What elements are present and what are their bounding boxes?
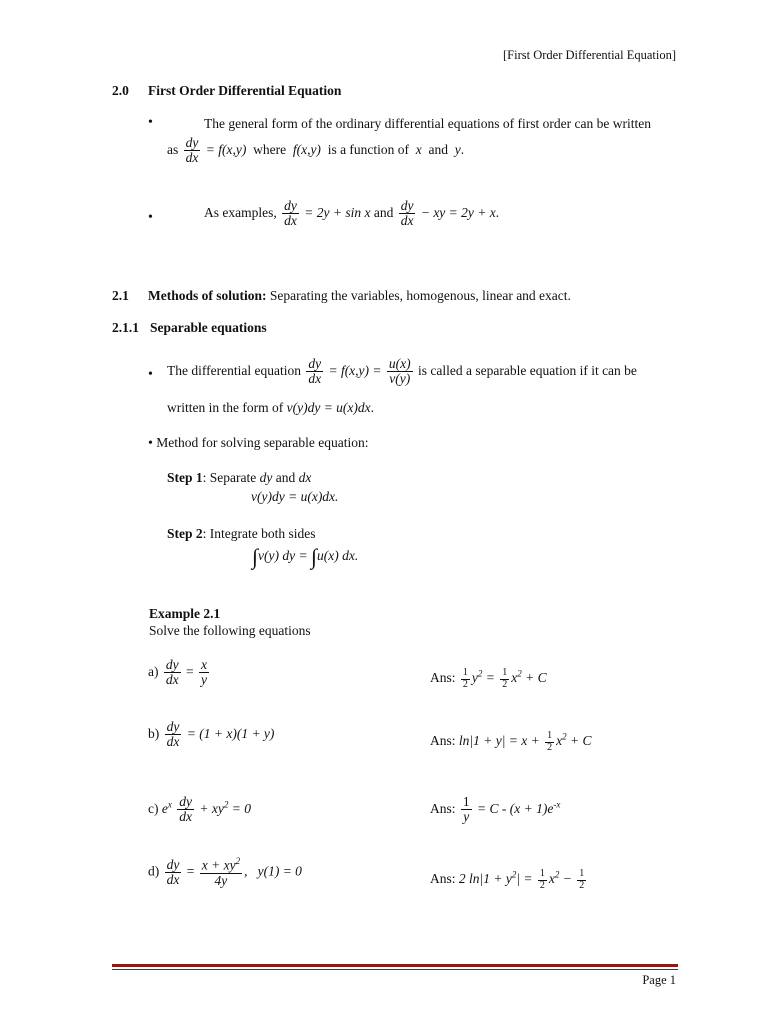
formula-line: As examples, $\frac{dy}{dx}$ = 2y + sin x and $\frac{dy}{dx}$ − xy = 2y + x. (204, 198, 500, 229)
examples-lead: As examples, (204, 204, 277, 220)
and-word: and (275, 470, 296, 485)
line2-text: written in the form of (167, 400, 284, 415)
math-expression: ∫v(y) dy = ∫u(x) dx. (252, 544, 359, 569)
step-label: Step 1 (167, 470, 203, 485)
math-expression: = 2y + sin x (304, 204, 371, 220)
item-label: c) (148, 800, 159, 816)
math-expression: v(y)dy = u(x)dx. (251, 489, 339, 504)
ans-label: Ans: (430, 871, 456, 887)
step-label: Step 2 (167, 526, 203, 541)
section-number: 2.1 (112, 288, 129, 303)
math-var: dy (259, 470, 273, 485)
section-text: Separating the variables, homogenous, linear and exact. (269, 288, 571, 303)
ans-label: Ans: (430, 733, 456, 749)
fraction-ux-vy: $\frac{u(x)}{v(y)}$ (388, 356, 411, 387)
step-line (167, 470, 311, 486)
math-expression: = f(x,y) = (328, 362, 382, 378)
method-text: Method for solving separable equation: (156, 435, 369, 450)
section-number: 2.0 (112, 83, 129, 98)
paragraph-text: The general form of the ordinary differential equations of first order can be written (204, 116, 651, 131)
math-var: x (415, 141, 422, 157)
and-word: and (428, 141, 449, 157)
where-word: where (253, 141, 287, 157)
math-expression: − xy = 2y + x (420, 204, 496, 220)
fraction-dy-dx: $\frac{dy}{dx}$ (308, 356, 322, 387)
subsection-title: Separable equations (150, 320, 267, 335)
section-title: First Order Differential Equation (148, 83, 342, 98)
formula-line (167, 357, 637, 386)
step-line (167, 526, 316, 542)
math-var: y (454, 141, 461, 157)
tail-text: is called a separable equation if it can be (418, 362, 637, 378)
ans-label: Ans: (430, 800, 456, 816)
fraction-dy-dx: $\frac{dy}{dx}$ (284, 198, 297, 229)
section-label: Methods of solution: (148, 288, 267, 303)
step-text: : Integrate both sides (202, 526, 316, 541)
example-subtitle: Solve the following equations (149, 623, 311, 638)
item-label: d) (148, 863, 160, 879)
formula-line: written in the form of v(y)dy = u(x)dx. (167, 400, 375, 415)
footer-rule-thin (112, 969, 678, 970)
bullet: • (148, 115, 153, 130)
answer-d: Ans: 2 $\ln|1 + y^2|$ = $\frac{1}{2}$ $x^2$ − $\frac{1}{2}$ (430, 868, 585, 891)
fraction-dy-dx: $\frac{dy}{dx}$ (185, 135, 199, 166)
math-expression: = f(x,y) (205, 141, 247, 157)
equation-d: d) $\frac{dy}{dx}$ = $\frac{x + xy^2}{4y}$ , y(1) = 0 (148, 856, 302, 888)
step-text: : Separate (202, 470, 257, 485)
lead-text: The differential equation (167, 362, 301, 378)
running-header: [First Order Differential Equation] (503, 48, 676, 62)
formula-line: as $\frac{dy}{dx}$ = f(x,y) where f(x,y) is a function of x and y. (167, 135, 465, 166)
and-word: and (373, 204, 394, 220)
bullet-line (148, 435, 368, 452)
equation-c: c) $e^x$ $\frac{dy}{dx}$ + $xy^2 = 0$ (148, 794, 251, 825)
answer-a: Ans: $\frac{1}{2}$ $y^2$ = $\frac{1}{2}$ $x^2 + C$ (430, 667, 547, 690)
equation-b: b) $\frac{dy}{dx}$ = (1 + x)(1 + y) (148, 719, 275, 750)
bullet: • (148, 210, 153, 225)
math-expression: v(y)dy = u(x)dx (286, 400, 371, 415)
as-word: as (167, 141, 179, 157)
tail-text: is a function of (327, 141, 410, 157)
answer-c: Ans: $\frac{1}{y}$ = $C - (x + 1)e^{-x}$ (430, 794, 561, 825)
equation-a: a) $\frac{dy}{dx}$ = $\frac{x}{y}$ (148, 657, 207, 688)
item-label: b) (148, 725, 160, 741)
item-label: a) (148, 663, 159, 679)
example-title: Example 2.1 (149, 606, 221, 621)
math-var: dx (298, 470, 312, 485)
ans-label: Ans: (430, 670, 456, 686)
bullet: • (148, 367, 153, 382)
answer-b: Ans: ln|1 + y| = x + $\frac{1}{2}$ $x^2 + C$ (430, 730, 592, 753)
subsection-number: 2.1.1 (112, 320, 139, 335)
fraction-dy-dx: $\frac{dy}{dx}$ (400, 198, 414, 229)
section-line (148, 288, 571, 304)
footer-rule (112, 964, 678, 967)
math-expression: f(x,y) (292, 141, 321, 157)
page-number: Page 1 (642, 973, 676, 987)
bullet: • (148, 436, 153, 451)
